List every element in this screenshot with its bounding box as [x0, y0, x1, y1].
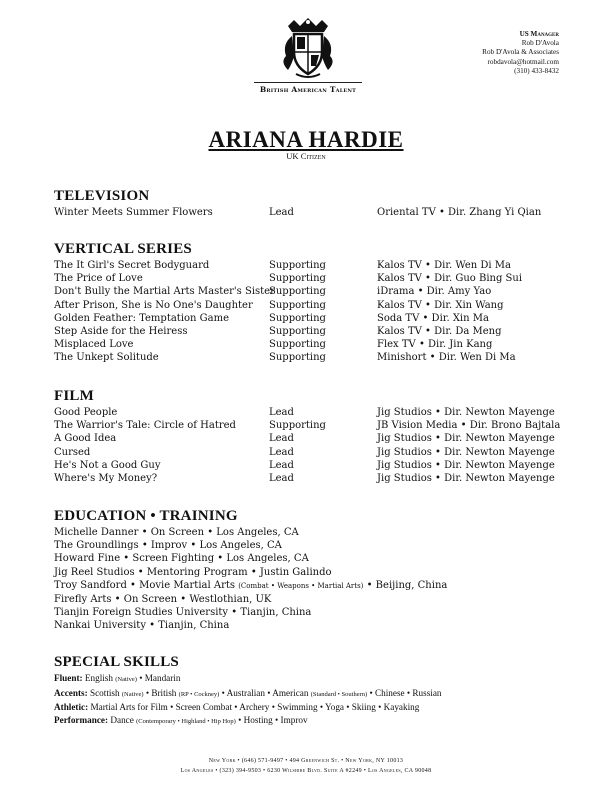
credit-company: Jig Studios • Dir. Newton Mayenge [377, 407, 555, 418]
vertical-series-section [54, 240, 564, 365]
credit-company: Kalos TV • Dir. Guo Bing Sui [377, 273, 523, 285]
credit-title: Step Aside for the Heiress [54, 325, 188, 337]
credit-company: Kalos TV • Dir. Xin Wang [377, 299, 504, 311]
skill-value: • Mandarin [139, 673, 181, 683]
manager-contact [482, 30, 559, 76]
credit-row [54, 325, 564, 338]
agency-name: British American Talent [259, 85, 357, 94]
skill-label: Performance: [54, 714, 109, 725]
credit-title: Cursed [54, 446, 91, 458]
skill-label: Fluent: [54, 673, 83, 683]
film-section [54, 387, 564, 485]
credit-row [54, 446, 564, 459]
credit-title: Winter Meets Summer Flowers [54, 207, 213, 218]
credit-role: Supporting [269, 260, 326, 271]
credit-title: After Prison, She is No One's Daughter [54, 299, 253, 311]
skill-value: Dance [110, 714, 134, 725]
credit-role: Lead [269, 459, 294, 471]
credit-row [54, 299, 564, 312]
credit-title: Good People [54, 407, 118, 418]
skill-note: (Contemporary • Highland • Hip Hop) [136, 717, 236, 725]
education-line: The Groundlings • Improv • Los Angeles, CA [54, 540, 282, 552]
education-section [54, 507, 564, 633]
credit-title: The It Girl's Secret Bodyguard [54, 260, 210, 271]
special-skills-heading: SPECIAL SKILLS [54, 654, 179, 670]
vertical-series-heading: VERTICAL SERIES [54, 241, 192, 257]
education-line: Tianjin Foreign Studies University • Tianjin, China [54, 607, 312, 619]
name-block [0, 127, 612, 161]
credit-company: Oriental TV • Dir. Zhang Yi Qian [377, 207, 542, 218]
footer-addresses [0, 756, 612, 776]
skill-label: Accents: [54, 687, 88, 698]
credit-role: Lead [269, 446, 294, 458]
credit-company: JB Vision Media • Dir. Brono Bajtala [377, 420, 561, 432]
credit-company: Minishort • Dir. Wen Di Ma [377, 352, 516, 364]
credit-role: Supporting [269, 352, 326, 364]
skill-value: • Australian • American [221, 687, 309, 698]
credit-company: Kalos TV • Dir. Da Meng [377, 325, 502, 337]
credit-role: Supporting [269, 339, 326, 351]
credit-company: Jig Studios • Dir. Newton Mayenge [377, 459, 555, 471]
credit-title: Misplaced Love [54, 339, 134, 351]
credit-row [54, 406, 564, 419]
skill-value: Scottish [89, 687, 120, 698]
credit-company: Kalos TV • Dir. Wen Di Ma [377, 260, 511, 271]
manager-title: US Manager [519, 30, 559, 38]
manager-company: Rob D'Avola & Associates [482, 48, 559, 57]
credit-title: He's Not a Good Guy [54, 459, 161, 471]
credit-row [54, 272, 564, 285]
credit-company: Jig Studios • Dir. Newton Mayenge [377, 446, 555, 458]
credit-role: Lead [269, 407, 294, 418]
credit-company: Flex TV • Dir. Jin Kang [377, 339, 493, 351]
credit-title: The Price of Love [54, 273, 143, 285]
television-section [54, 187, 564, 219]
skill-athletic [54, 701, 564, 714]
skill-value: • Hosting • Improv [238, 714, 308, 725]
education-line: Nankai University • Tianjin, China [54, 620, 230, 632]
agency-logo [254, 16, 362, 94]
training-location: • Beijing, China [366, 579, 448, 591]
credit-role: Lead [269, 433, 294, 445]
credit-title: Where's My Money? [54, 472, 158, 484]
skill-note: (Standard • Southern) [310, 690, 368, 698]
skill-value: English [84, 673, 113, 683]
crest-icon [276, 16, 340, 80]
education-line: Michelle Danner • On Screen • Los Angeles, CA [54, 527, 299, 538]
citizenship: UK Citizen [286, 151, 326, 161]
skill-note: (RP • Cockney) [178, 690, 220, 698]
credit-role: Lead [269, 207, 294, 218]
credit-row [54, 419, 564, 432]
skill-value: • Chinese • Russian [369, 687, 442, 698]
credit-company: Soda TV • Dir. Xin Ma [377, 312, 489, 324]
credit-row [54, 312, 564, 325]
agency-rule [254, 82, 362, 83]
credit-company: iDrama • Dir. Amy Yao [377, 286, 492, 298]
credit-row [54, 285, 564, 298]
manager-email[interactable]: robdavola@hotmail.com [487, 57, 559, 66]
credit-role: Supporting [269, 299, 326, 311]
education-heading: EDUCATION • TRAINING [54, 508, 238, 524]
skill-fluent [54, 672, 564, 687]
skill-value: • British [145, 687, 177, 698]
credit-company: Jig Studios • Dir. Newton Mayenge [377, 433, 555, 445]
credit-row [54, 459, 564, 472]
credit-role: Lead [269, 472, 294, 484]
credit-title: The Warrior's Tale: Circle of Hatred [54, 420, 236, 432]
credit-row [54, 338, 564, 351]
credit-role: Supporting [269, 312, 326, 324]
credit-role: Supporting [269, 286, 326, 298]
credit-title: The Unkept Solitude [54, 352, 159, 364]
credit-row [54, 259, 564, 272]
skill-performance [54, 714, 564, 729]
television-heading: TELEVISION [54, 188, 150, 204]
manager-name: Rob D'Avola [521, 39, 559, 48]
credit-role: Supporting [269, 420, 326, 432]
credit-role: Supporting [269, 273, 326, 285]
credit-row [54, 206, 564, 219]
manager-phone[interactable]: (310) 433-8432 [514, 66, 559, 75]
credit-row [54, 472, 564, 485]
skill-value: Martial Arts for Film • Screen Combat • Archery • Swimming • Yoga • Skiing • Kayaking [90, 702, 420, 713]
credit-role: Supporting [269, 325, 326, 337]
credit-company: Jig Studios • Dir. Newton Mayenge [377, 472, 555, 484]
special-skills-section [54, 653, 564, 728]
credit-row [54, 432, 564, 445]
footer-new-york: New York • (646) 571-9497 • 494 Greenwich St. • New York, NY 10013 [208, 758, 404, 764]
training-detail: (Combat • Weapons • Martial Arts) [238, 581, 364, 590]
credit-title: Don't Bully the Martial Arts Master's Sister [54, 286, 275, 298]
credit-title: A Good Idea [54, 433, 117, 445]
skill-accents [54, 687, 564, 702]
skill-note: (Native) [121, 690, 144, 698]
education-line: Howard Fine • Screen Fighting • Los Angeles, CA [54, 553, 309, 565]
credit-row [54, 351, 564, 364]
training-main: Troy Sandford • Movie Martial Arts [54, 579, 236, 591]
actor-name: ARIANA HARDIE [208, 127, 404, 152]
footer-los-angeles: Los Angeles • (323) 394-9503 • 6230 Wilshire Blvd. Suite A #2249 • Los Angeles, CA 90048 [180, 768, 432, 774]
education-line: Jig Reel Studios • Mentoring Program • Justin Galindo [54, 566, 332, 578]
education-line [54, 579, 564, 593]
credit-title: Golden Feather: Temptation Game [54, 312, 230, 324]
education-line: Firefly Arts • On Screen • Westlothian, UK [54, 594, 272, 606]
skill-note: (Native) [115, 676, 137, 683]
film-heading: FILM [54, 388, 94, 404]
skill-label: Athletic: [54, 702, 89, 713]
